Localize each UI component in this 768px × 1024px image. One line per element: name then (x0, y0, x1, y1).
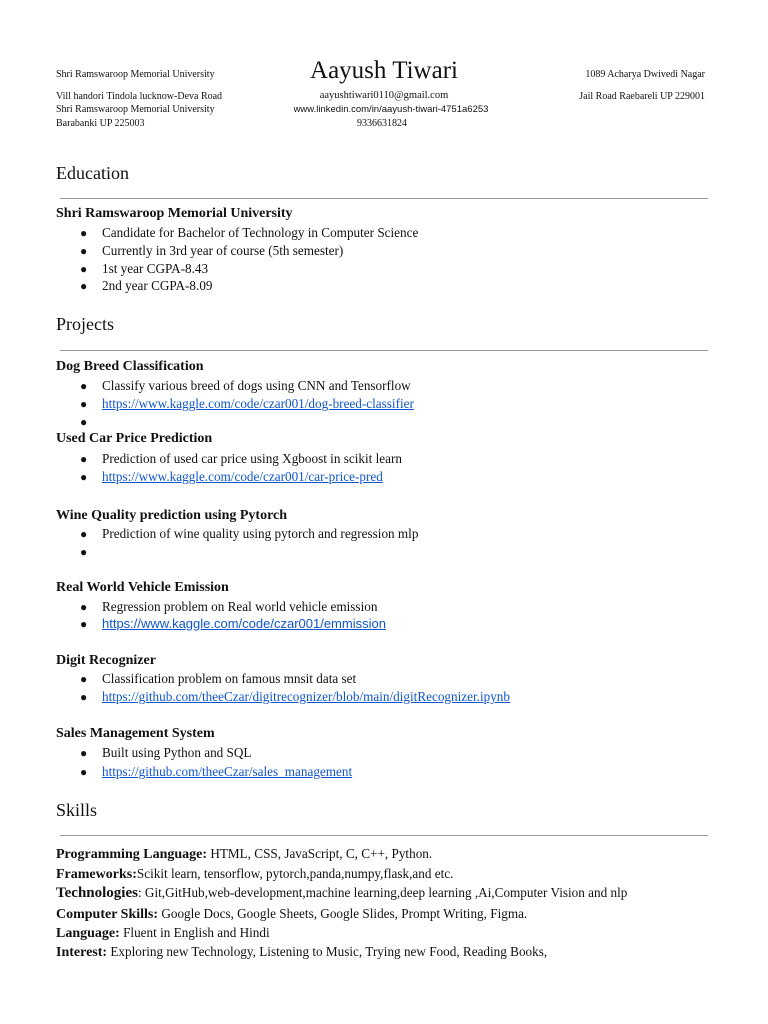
header-right-line1: 1089 Acharya Dwivedi Nagar (585, 69, 705, 80)
skill-interest: Interest: Exploring new Technology, Listening to Music, Trying new Food, Reading Books, (56, 944, 548, 960)
project-link[interactable]: ● https://www.kaggle.com/code/czar001/emmission (80, 616, 386, 631)
github-link-sales[interactable]: https://github.com/theeCzar/sales_management (102, 764, 353, 779)
project-link[interactable]: ● https://github.com/theeCzar/sales_management (80, 764, 353, 779)
email[interactable]: aayushtiwari0110@gmail.com (319, 90, 449, 101)
project-desc: ● Prediction of wine quality using pytorch and regression mlp (80, 526, 419, 541)
skills-divider (60, 835, 708, 836)
project-desc: ● Prediction of used car price using Xgboost in scikit learn (80, 451, 402, 466)
project-title-sales: Sales Management System (56, 726, 215, 741)
education-heading: Education (56, 163, 129, 183)
education-item: ● Currently in 3rd year of course (5th semester) (80, 243, 344, 258)
project-link[interactable]: ● https://github.com/theeCzar/digitrecognizer/blob/main/digitRecognizer.ipynb (80, 689, 510, 704)
skills-heading: Skills (56, 800, 98, 820)
education-item: ● 2nd year CGPA-8.09 (80, 278, 213, 293)
kaggle-link-dog-breed[interactable]: https://www.kaggle.com/code/czar001/dog-breed-classifier (102, 396, 414, 411)
project-desc: ● Classify various breed of dogs using CNN and Tensorflow (80, 378, 411, 393)
github-link-digit[interactable]: https://github.com/theeCzar/digitrecognizer/blob/main/digitRecognizer.ipynb (102, 689, 510, 704)
skill-computer: Computer Skills: Google Docs, Google Sheets, Google Slides, Prompt Writing, Figma. (56, 906, 528, 922)
header-right-line2: Jail Road Raebareli UP 229001 (579, 91, 705, 102)
linkedin-url[interactable]: www.linkedin.com/in/aayush-tiwari-4751a6253 (293, 104, 489, 115)
skill-technologies: Technologies: Git,GitHub,web-development,machine learning,deep learning ,Ai,Computer Vision and nlp (56, 885, 628, 901)
project-desc: ● Built using Python and SQL (80, 745, 252, 760)
project-link[interactable]: ● https://www.kaggle.com/code/czar001/dog-breed-classifier (80, 396, 414, 411)
project-title-emission: Real World Vehicle Emission (56, 580, 229, 595)
kaggle-link-emission[interactable]: https://www.kaggle.com/code/czar001/emmission (102, 616, 386, 631)
projects-divider (60, 350, 708, 351)
project-title-dog-breed: Dog Breed Classification (56, 359, 204, 374)
skill-programming: Programming Language: HTML, CSS, JavaScript, C, C++, Python. (56, 846, 433, 862)
empty-bullet: ● (80, 545, 88, 559)
project-link[interactable]: ● https://www.kaggle.com/code/czar001/car-price-pred (80, 469, 383, 484)
education-divider (60, 198, 708, 199)
project-desc: ● Regression problem on Real world vehicle emission (80, 599, 378, 614)
empty-bullet: ● (80, 415, 88, 429)
skill-language: Language: Fluent in English and Hindi (56, 925, 270, 941)
education-item: ● 1st year CGPA-8.43 (80, 261, 209, 276)
header-left-line4: Barabanki UP 225003 (56, 118, 145, 129)
header-left-line3: Shri Ramswaroop Memorial University (56, 104, 215, 115)
kaggle-link-car-price[interactable]: https://www.kaggle.com/code/czar001/car-price-pred (102, 469, 383, 484)
header-left-line2: Vill handori Tindola lucknow-Deva Road (56, 91, 223, 102)
project-desc: ● Classification problem on famous mnsit data set (80, 671, 357, 686)
header-left-line1: Shri Ramswaroop Memorial University (56, 69, 215, 80)
skill-frameworks: Frameworks:Scikit learn, tensorflow, pytorch,panda,numpy,flask,and etc. (56, 866, 454, 882)
project-title-wine: Wine Quality prediction using Pytorch (56, 508, 288, 523)
education-item: ● Candidate for Bachelor of Technology in Computer Science (80, 225, 419, 240)
project-title-digit: Digit Recognizer (56, 653, 156, 668)
projects-heading: Projects (56, 314, 114, 334)
project-title-car-price: Used Car Price Prediction (56, 431, 213, 446)
candidate-name: Aayush Tiwari (310, 57, 458, 84)
phone: 9336631824 (357, 118, 407, 129)
education-school: Shri Ramswaroop Memorial University (56, 206, 293, 221)
